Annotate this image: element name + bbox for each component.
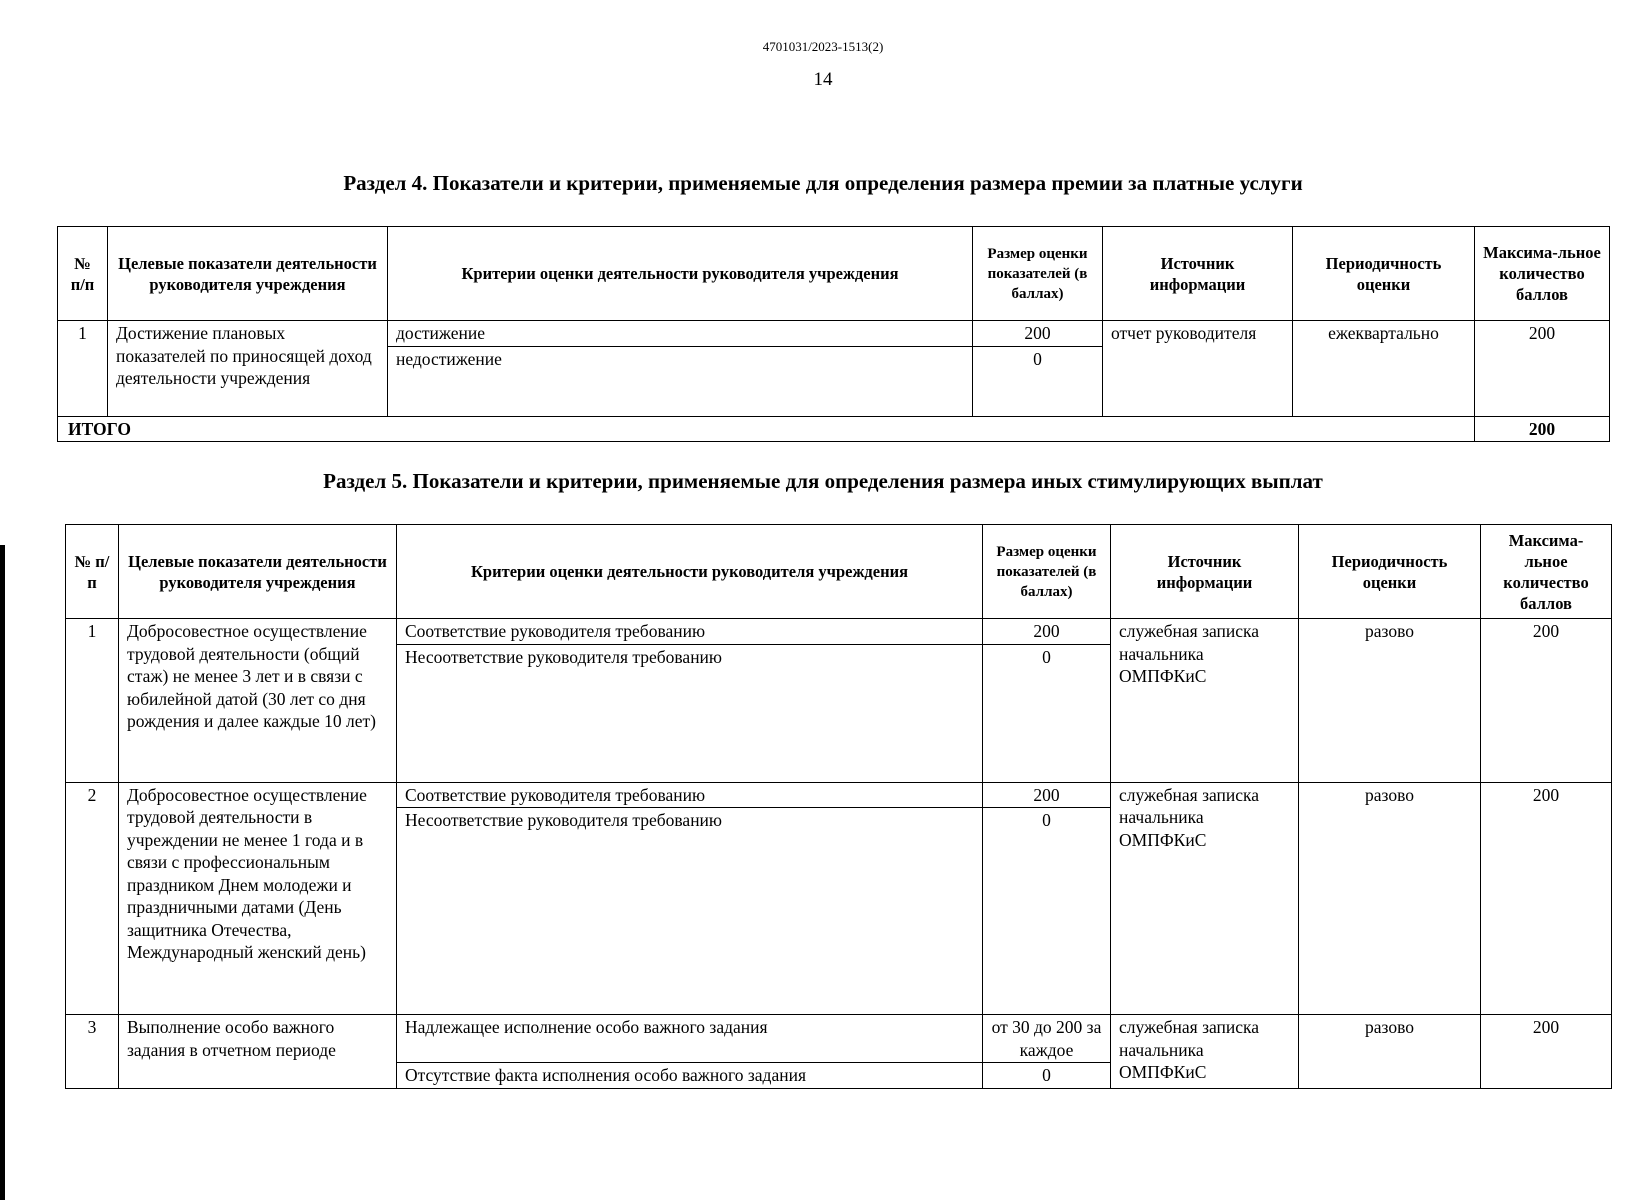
header-num: № п/п: [58, 227, 108, 321]
document-number: 4701031/2023-1513(2): [762, 39, 884, 54]
header-max: Максима-льное количество баллов: [1475, 227, 1610, 321]
row-target: Достижение плановых показателей по приносящей доход деятельности учреждения: [108, 321, 388, 417]
row-score: 200: [983, 782, 1111, 808]
row-criterion: Несоответствие руководителя требованию: [397, 644, 983, 782]
section4-title: Раздел 4. Показатели и критерии, применяемые для определения размера премии за платные услуги: [343, 171, 1303, 195]
row-num: 2: [66, 782, 119, 1015]
header-score: Размер оценки показателей (в баллах): [973, 227, 1103, 321]
row-max: 200: [1481, 782, 1612, 1015]
row-max: 200: [1475, 321, 1610, 417]
row-source: служебная записка начальника ОМПФКиС: [1111, 782, 1299, 1015]
row-source: служебная записка начальника ОМПФКиС: [1111, 619, 1299, 783]
row-source: служебная записка начальника ОМПФКиС: [1111, 1015, 1299, 1089]
table-row: [66, 1015, 1612, 1063]
row-source: отчет руководителя: [1103, 321, 1293, 417]
row-num: 3: [66, 1015, 119, 1089]
row-period: разово: [1299, 1015, 1481, 1089]
section5-title: Раздел 5. Показатели и критерии, применяемые для определения размера иных стимулирующих выплат: [323, 469, 1323, 493]
header-period: Периодичность оценки: [1299, 525, 1481, 619]
header-num: № п/п: [66, 525, 119, 619]
row-score: 0: [983, 644, 1111, 782]
header-max: Максима-льное количество баллов: [1481, 525, 1612, 619]
scan-edge-bar: [0, 545, 5, 1200]
table-row: [66, 619, 1612, 645]
row-criterion: Отсутствие факта исполнения особо важного задания: [397, 1063, 983, 1089]
header-period: Периодичность оценки: [1293, 227, 1475, 321]
section5-table: [65, 524, 1612, 1089]
header-source: Источник информации: [1111, 525, 1299, 619]
row-score: от 30 до 200 за каждое: [983, 1015, 1111, 1063]
header-target: Целевые показатели деятельности руководителя учреждения: [119, 525, 397, 619]
row-target: Добросовестное осуществление трудовой деятельности (общий стаж) не менее 3 лет и в связи с юбилейной датой (30 лет со дня рождения и далее каждые 10 лет): [119, 619, 397, 783]
row-criterion: достижение: [388, 321, 973, 347]
row-target: Добросовестное осуществление трудовой деятельности в учреждении не менее 1 года и в связи с профессиональным праздником Днем молодежи и праздничными датами (День защитника Отечества, Международный женский день): [119, 782, 397, 1015]
table-row: [58, 321, 1610, 347]
section4-table: [57, 226, 1610, 442]
header-source: Источник информации: [1103, 227, 1293, 321]
row-score: 0: [973, 346, 1103, 416]
row-max: 200: [1481, 1015, 1612, 1089]
row-target: Выполнение особо важного задания в отчетном периоде: [119, 1015, 397, 1089]
header-score: Размер оценки показателей (в баллах): [983, 525, 1111, 619]
table-row: [66, 782, 1612, 808]
row-num: 1: [58, 321, 108, 417]
total-row: [58, 416, 1610, 442]
row-max: 200: [1481, 619, 1612, 783]
row-score: 200: [983, 619, 1111, 645]
row-criterion: Соответствие руководителя требованию: [397, 782, 983, 808]
total-label: ИТОГО: [58, 416, 1475, 442]
row-period: разово: [1299, 619, 1481, 783]
row-criterion: Соответствие руководителя требованию: [397, 619, 983, 645]
total-value: 200: [1475, 416, 1610, 442]
row-num: 1: [66, 619, 119, 783]
row-criterion: Надлежащее исполнение особо важного задания: [397, 1015, 983, 1063]
header-criteria: Критерии оценки деятельности руководителя учреждения: [397, 525, 983, 619]
row-score: 0: [983, 1063, 1111, 1089]
row-period: разово: [1299, 782, 1481, 1015]
header-target: Целевые показатели деятельности руководителя учреждения: [108, 227, 388, 321]
row-criterion: недостижение: [388, 346, 973, 416]
row-criterion: Несоответствие руководителя требованию: [397, 808, 983, 1015]
row-score: 200: [973, 321, 1103, 347]
row-score: 0: [983, 808, 1111, 1015]
row-period: ежеквартально: [1293, 321, 1475, 417]
header-criteria: Критерии оценки деятельности руководителя учреждения: [388, 227, 973, 321]
page-number: 14: [813, 69, 833, 90]
